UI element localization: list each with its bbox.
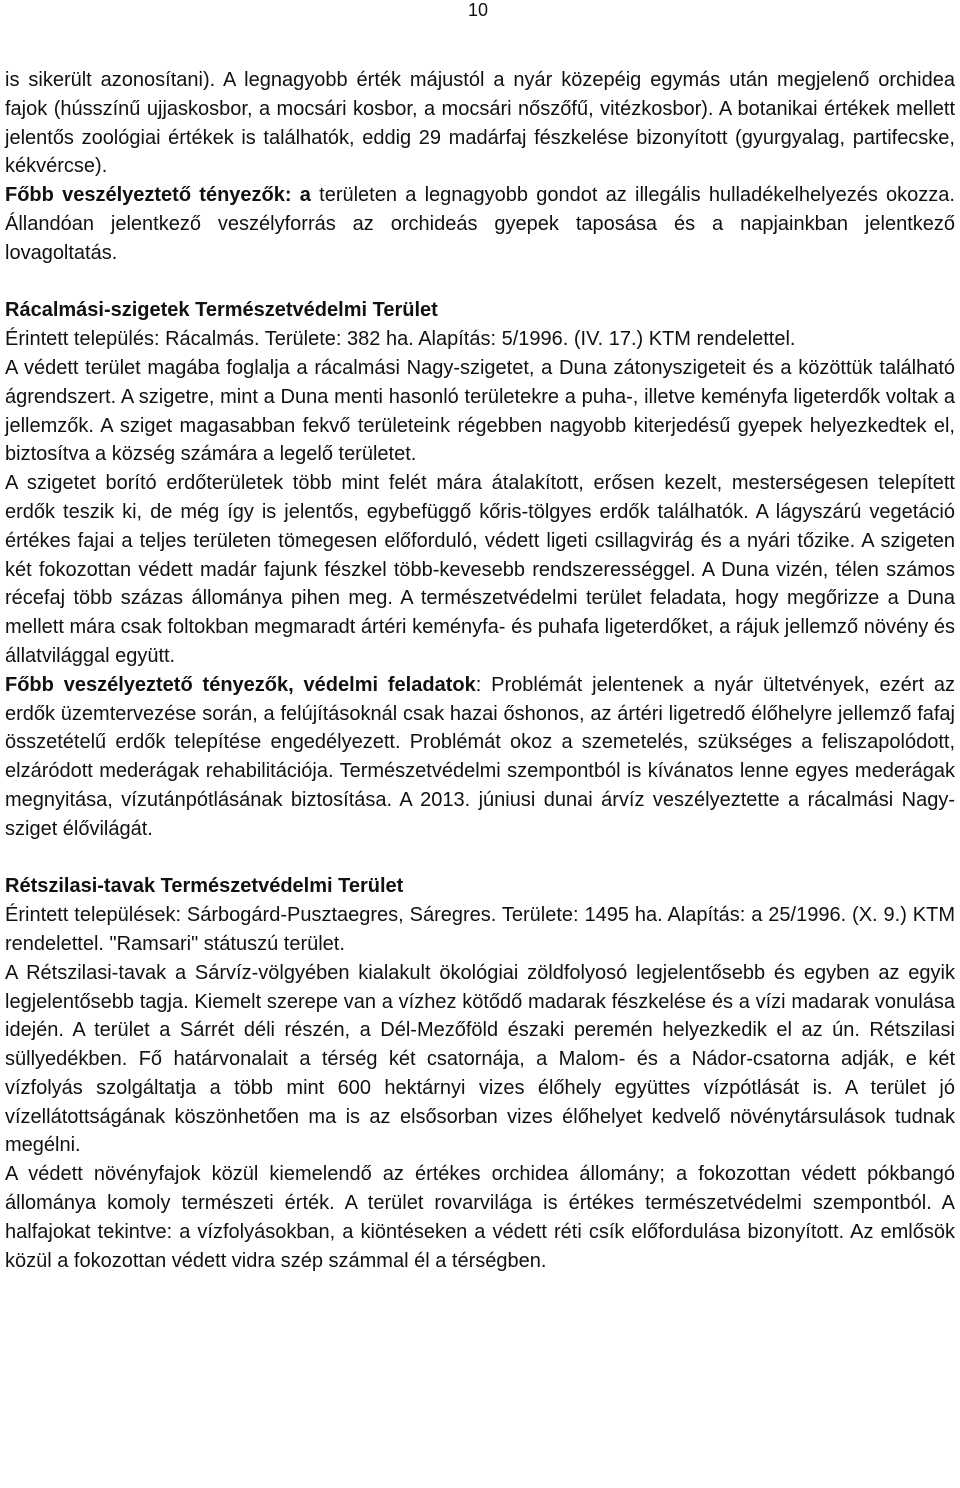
spacer xyxy=(5,268,955,297)
section-info: Érintett település: Rácalmás. Területe: 382 ha. Alapítás: 5/1996. (IV. 17.) KTM rendelettel. xyxy=(5,328,796,351)
paragraph: is sikerült azonosítani). A legnagyobb érték májustól a nyár közepéig egymás után megjelenő orchidea fajok (hússzínű ujjaskosbor, a mocsári kosbor, a mocsári nőszőfű, vitézkosbor). A botanikai értékek mellett jelentős zoológiai értékek is találhatók, eddig 29 madárfaj fészkelése bizonyított (gyurgyalag, partifecske, kékvércse). xyxy=(5,69,955,178)
threat-paragraph xyxy=(5,181,955,267)
threat-label: Főbb veszélyeztető tényezők: a xyxy=(5,184,311,207)
spacer xyxy=(5,844,955,873)
section-title: Rácalmási-szigetek Természetvédelmi Terület xyxy=(5,299,438,322)
threat-text: : Problémát jelentenek a nyár ültetvények, ezért az erdők üzemtervezése során, a felújításoknál csak hazai őshonos, az ártéri ligetredő élőhelyre jellemző fafaj összetételű erdők telepítése engedélyezett. Problémát okoz a szemetelés, szükséges a feliszapolódott, elzáródott mederágak rehabilitációja. Természetvédelmi szempontból is kívánatos lenne egyes mederágak megnyitása, vízutánpótlásának biztosítása. A 2013. júniusi dunai árvíz veszélyeztette a rácalmási Nagy-sziget élővilágát. xyxy=(5,673,955,840)
paragraph: A védett terület magába foglalja a rácalmási Nagy-szigetet, a Duna zátonyszigeteit és a közöttük található ágrendszert. A szigetre, mint a Duna menti hasonló területekre a puha-, illetve keményfa ligeterdők voltak a jellemzők. A sziget magasabban fekvő területeink régebben nagyobb kiterjedésű gyepek helyezkedtek el, biztosítva a község számára a legelő területet. xyxy=(5,356,955,466)
threat-text: területen a legnagyobb gondot az illegális hulladékelhelyezés okozza. Állandóan jelentkező veszélyforrás az orchideás gyepek taposása és a napjainkban jelentkező lovagoltatás. xyxy=(5,184,955,264)
paragraph: A védett növényfajok közül kiemelendő az értékes orchidea állomány; a fokozottan védett pókbangó állománya komoly természeti érték. A terület rovarvilága is értékes természetvédelmi szempontból. A halfajokat tekintve: a vízfolyásokban, a kiöntéseken a védett réti csík előfordulása bizonyított. Az emlősök közül a fokozottan védett vidra szép számmal él a térségben. xyxy=(5,1163,955,1272)
section-info: Érintett települések: Sárbogárd-Pusztaegres, Sáregres. Területe: 1495 ha. Alapítás: a 25/1996. (X. 9.) KTM rendelettel. "Ramsari" státuszú terület. xyxy=(5,904,955,955)
page-number: 10 xyxy=(467,0,489,20)
document-body xyxy=(5,66,955,1275)
threat-label: Főbb veszélyeztető tényezők, védelmi feladatok xyxy=(5,673,476,696)
paragraph: A Rétszilasi-tavak a Sárvíz-völgyében kialakult ökológiai zöldfolyosó legjelentősebb és egyben az egyik legjelentősebb tagja. Kiemelt szerepe van a vízhez kötődő madarak fészkelése és a vízi madarak vonulása idején. A terület a Sárrét déli részén, a Dél-Mezőföld északi peremén helyezkedik el az ún. Rétszilasi süllyedékben. Fő határvonalait a térség két csatornája, a Malom- és a Nádor-csatorna adják, e két vízfolyás szolgáltatja a több mint 600 hektárnyi vizes élőhely együttes vízpótlását is. A terület jó vízellátottságának köszönhetően ma is az elsősorban vizes élőhelyet kedvelő növénytársulások tudnak megélni. xyxy=(5,961,955,1157)
threat-paragraph xyxy=(5,671,955,844)
paragraph: A szigetet borító erdőterületek több mint felét mára átalakított, erősen kezelt, mesterségesen telepített erdők teszik ki, de még így is jelentős, egybefüggő kőris-tölgyes erdők találhatók. A lágyszárú vegetáció értékes fajai a teljes területen tömegesen előforduló, védett ligeti csillagvirág és a nyári tőzike. A szigeten két fokozottan védett madár fajunk fészkel több-kevesebb rendszerességgel. A Duna vizén, télen számos récefaj több százas állománya pihen meg. A természetvédelmi terület feladata, hogy megőrizze a Duna mellett mára csak foltokban megmaradt ártéri keményfa- és puhafa ligeterdőket, a rájuk jellemző növény és állatvilággal együtt. xyxy=(5,472,955,667)
section-title: Rétszilasi-tavak Természetvédelmi Terület xyxy=(5,875,404,898)
